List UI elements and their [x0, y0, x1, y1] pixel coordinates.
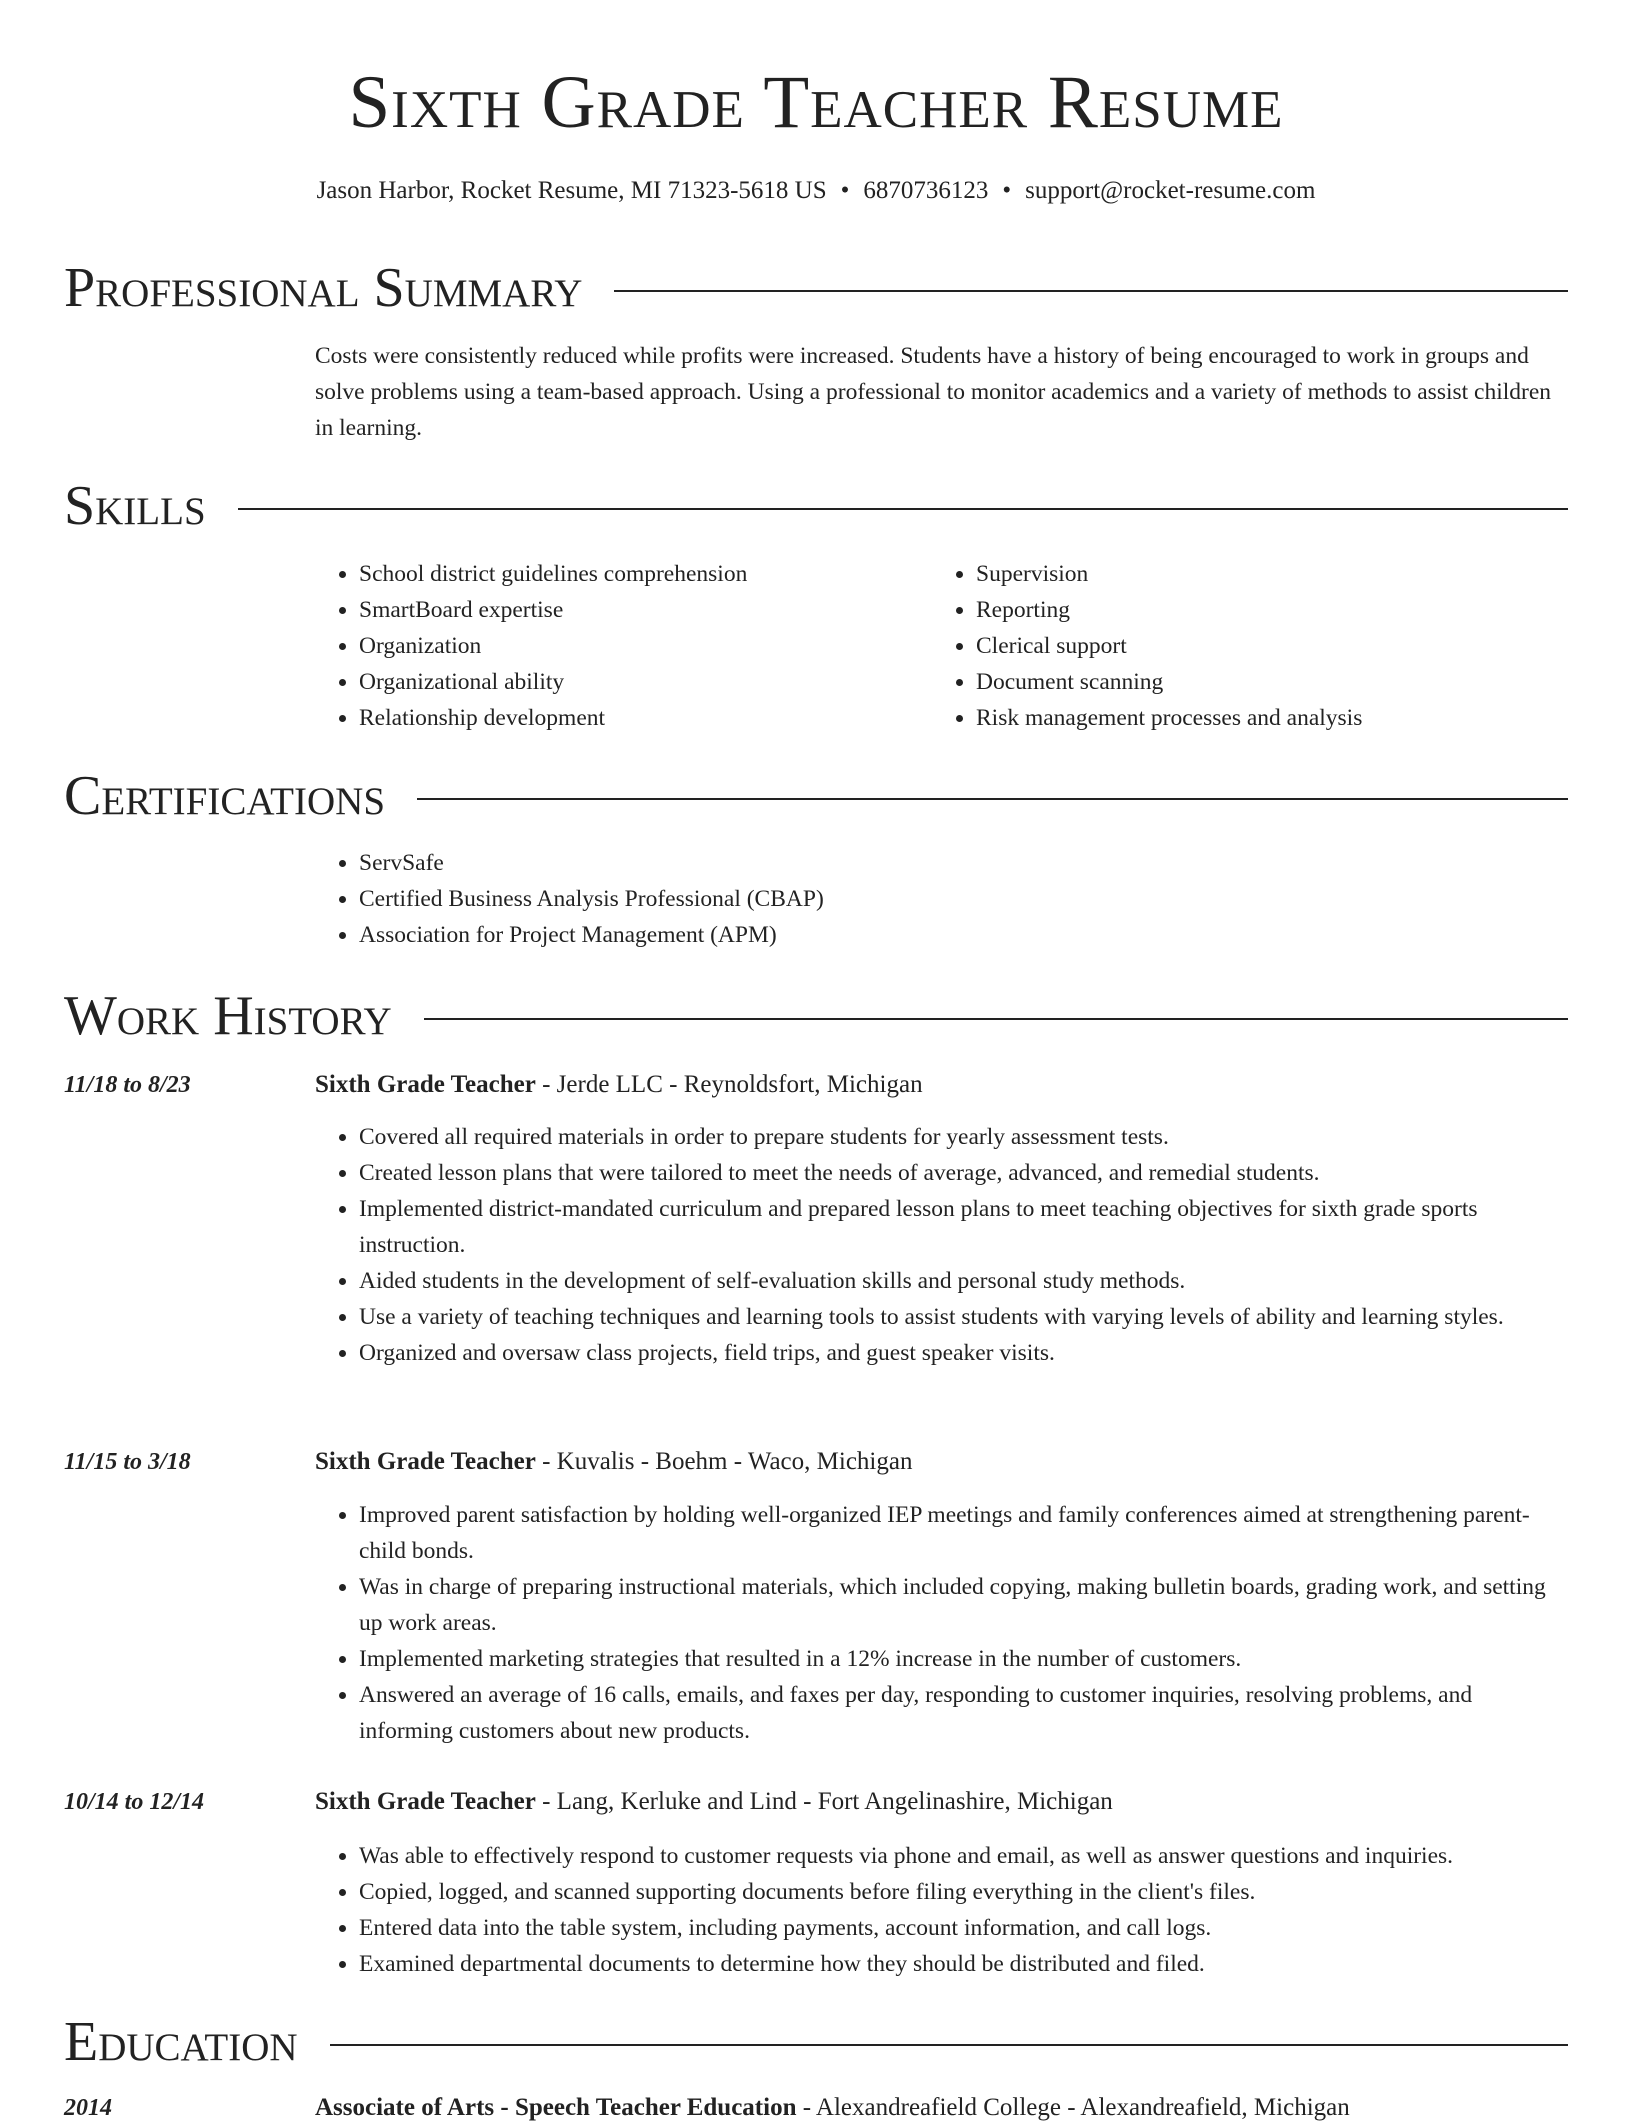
section-title: Certifications — [64, 765, 386, 827]
section-title: Professional Summary — [64, 257, 583, 319]
job-bullet: • Was in charge of preparing instructional materials, which included copying, making bulletin boards, grading work, and setting up work areas. — [359, 1569, 1570, 1641]
education-school: - Alexandreafield College - Alexandreafield, Michigan — [796, 2094, 1350, 2121]
certification-item: • Certified Business Analysis Professional (CBAP) — [359, 881, 1570, 917]
job-bullet: • Was able to effectively respond to customer requests via phone and email, as well as answer questions and inquiries. — [359, 1838, 1570, 1874]
section-header-work-history — [64, 984, 1568, 1048]
skills-column-left — [315, 556, 915, 736]
job-dates: 11/15 to 3/18 — [64, 1449, 191, 1475]
job-bullet: • Examined departmental documents to determine how they should be distributed and filed. — [359, 1946, 1570, 1982]
education-degree: Associate of Arts - Speech Teacher Education — [315, 2094, 797, 2121]
section-divider — [238, 508, 1568, 510]
job-bullet: • Covered all required materials in order to prepare students for yearly assessment tests. — [359, 1119, 1570, 1155]
job-bullet: • Copied, logged, and scanned supporting documents before filing everything in the client's files. — [359, 1874, 1570, 1910]
section-header-certifications — [64, 764, 1568, 828]
job-employer: - Kuvalis - Boehm - Waco, Michigan — [535, 1448, 913, 1475]
skill-item: • Document scanning — [976, 664, 1532, 700]
job-bullet: • Implemented marketing strategies that resulted in a 12% increase in the number of customers. — [359, 1641, 1570, 1677]
contact-email: support@rocket-resume.com — [1025, 177, 1316, 204]
section-header-summary — [64, 256, 1568, 320]
job-heading — [315, 1444, 1570, 1480]
skill-item: • Reporting — [976, 592, 1532, 628]
skill-item: • Relationship development — [359, 700, 915, 736]
job-employer: - Lang, Kerluke and Lind - Fort Angelinashire, Michigan — [535, 1788, 1113, 1815]
contact-line — [0, 174, 1632, 208]
job-dates: 11/18 to 8/23 — [64, 1072, 191, 1098]
skills-column-right — [932, 556, 1532, 736]
skill-item: • Organizational ability — [359, 664, 915, 700]
skill-item: • Risk management processes and analysis — [976, 700, 1532, 736]
job-bullet: • Aided students in the development of self-evaluation skills and personal study methods. — [359, 1263, 1570, 1299]
skill-item: • SmartBoard expertise — [359, 592, 915, 628]
section-divider — [417, 798, 1568, 800]
job-bullet: • Implemented district-mandated curriculum and prepared lesson plans to meet teaching objectives for sixth grade sports instruction. — [359, 1191, 1570, 1263]
section-divider — [614, 290, 1568, 292]
education-heading — [315, 2090, 1570, 2126]
job-bullet: • Improved parent satisfaction by holding well-organized IEP meetings and family conferences aimed at strengthening parent-child bonds. — [359, 1497, 1570, 1569]
section-divider — [330, 2044, 1568, 2046]
certification-item: • Association for Project Management (APM) — [359, 917, 1570, 953]
section-title: Education — [64, 2011, 298, 2073]
section-header-education — [64, 2010, 1568, 2074]
skill-item: • School district guidelines comprehension — [359, 556, 915, 592]
certifications-list — [315, 845, 1570, 953]
job-bullet: • Created lesson plans that were tailored to meet the needs of average, advanced, and remedial students. — [359, 1155, 1570, 1191]
summary-text: Costs were consistently reduced while profits were increased. Students have a history of being encouraged to work in groups and solve problems using a team-based approach. Using a professional to monitor academics and a variety of methods to assist children in learning. — [315, 343, 1552, 441]
job-bullet: • Organized and oversaw class projects, field trips, and guest speaker visits. — [359, 1335, 1570, 1371]
section-header-skills — [64, 474, 1568, 538]
job-bullet: • Use a variety of teaching techniques and learning tools to assist students with varying levels of ability and learning styles. — [359, 1299, 1570, 1335]
contact-separator: • — [1002, 177, 1012, 204]
job-bullets — [315, 1838, 1570, 1982]
job-dates: 10/14 to 12/14 — [64, 1789, 205, 1815]
job-bullet: • Answered an average of 16 calls, emails, and faxes per day, responding to customer inquiries, resolving problems, and informing customers about new products. — [359, 1677, 1570, 1749]
skill-item: • Clerical support — [976, 628, 1532, 664]
contact-address: Jason Harbor, Rocket Resume, MI 71323-5618 US — [316, 177, 827, 204]
contact-separator: • — [840, 177, 850, 204]
skill-item: • Supervision — [976, 556, 1532, 592]
contact-phone: 6870736123 — [863, 177, 989, 204]
job-title: Sixth Grade Teacher — [315, 1071, 536, 1098]
section-divider — [424, 1018, 1568, 1020]
section-title: Work History — [64, 985, 392, 1047]
certification-item: • ServSafe — [359, 845, 1570, 881]
skill-item: • Organization — [359, 628, 915, 664]
job-title: Sixth Grade Teacher — [315, 1448, 536, 1475]
section-title: Skills — [64, 475, 206, 537]
education-date: 2014 — [64, 2095, 112, 2121]
job-heading — [315, 1067, 1570, 1103]
job-employer: - Jerde LLC - Reynoldsfort, Michigan — [535, 1071, 923, 1098]
job-bullet: • Entered data into the table system, including payments, account information, and call logs. — [359, 1910, 1570, 1946]
job-bullets — [315, 1119, 1570, 1371]
job-heading — [315, 1784, 1570, 1820]
resume-title: Sixth Grade Teacher Resume — [348, 61, 1284, 144]
job-bullets — [315, 1497, 1570, 1749]
job-title: Sixth Grade Teacher — [315, 1788, 536, 1815]
